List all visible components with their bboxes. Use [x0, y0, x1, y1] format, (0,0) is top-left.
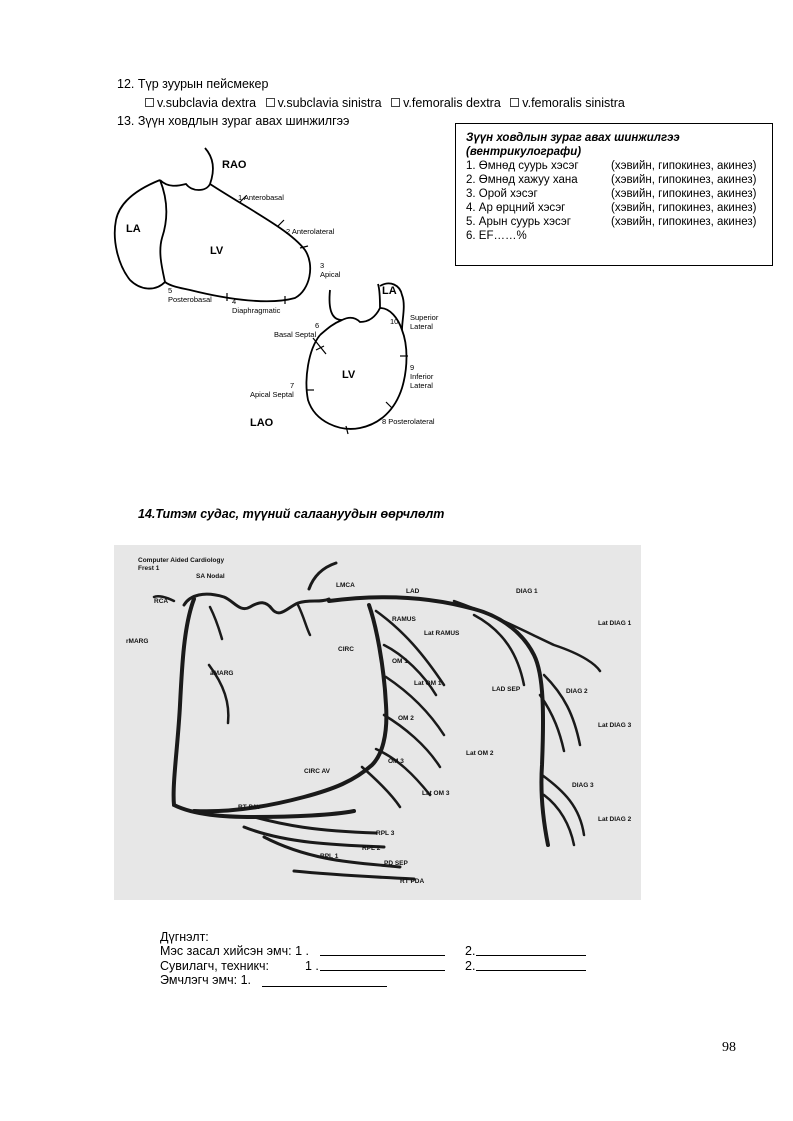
- seg10-label2: Lateral: [410, 322, 433, 331]
- seg9-num: 9: [410, 363, 415, 372]
- q13-title: 13. Зүүн ховдлын зураг авах шинжилгээ: [117, 114, 350, 128]
- lao-lv-outline: [307, 308, 407, 429]
- box-row-value: (хэвийн, гипокинез, акинез): [611, 188, 757, 200]
- branch: [474, 615, 524, 685]
- header1-label: Computer Aided Cardiology: [138, 557, 225, 564]
- om3-label: OM 3: [388, 758, 404, 765]
- lao-aorta: [330, 284, 381, 322]
- checkbox-icon[interactable]: [266, 98, 275, 107]
- rca-label: RCA: [154, 598, 169, 605]
- seg9-label1: Inferior: [410, 372, 434, 381]
- circ-av-label: CIRC AV: [304, 768, 330, 775]
- nurse-line-1[interactable]: [320, 970, 445, 971]
- seg6-label: Basal Septal: [274, 330, 317, 339]
- lao-la-label: LA: [382, 285, 397, 297]
- branch: [362, 767, 400, 807]
- amarg-label: aMARG: [210, 670, 234, 677]
- checkbox-icon[interactable]: [510, 98, 519, 107]
- rpl3-label: RPL 3: [376, 830, 395, 837]
- seg8-label: 8 Posterolateral: [382, 417, 435, 426]
- rpl1-label: RPL 1: [320, 853, 339, 860]
- option-subclavia-sinistra[interactable]: v.subclavia sinistra: [266, 96, 382, 110]
- seg-tick: [386, 402, 392, 408]
- seg5-num: 5: [168, 286, 173, 295]
- seg6-num: 6: [315, 321, 320, 330]
- nurse-1-label: 1 .: [305, 959, 319, 973]
- attending-label: Эмчлэгч эмч: 1.: [160, 973, 252, 987]
- lao-septum: [320, 320, 342, 335]
- box-title-1: Зүүн ховдлын зураг авах шинжилгээ: [466, 132, 680, 144]
- rt-pda-label: RT PDA: [400, 878, 425, 885]
- box-row-label: 5. Арын суурь хэсэг: [466, 216, 571, 228]
- box-row-label: 1. Өмнөд суурь хэсэг: [466, 160, 579, 172]
- attending-line[interactable]: [262, 986, 387, 987]
- nurse-line-2[interactable]: [476, 970, 586, 971]
- box-row-value: (хэвийн, гипокинез, акинез): [611, 202, 757, 214]
- conclusion-label: Дүгнэлт:: [160, 930, 209, 944]
- lat-om1-label: Lat OM 1: [414, 680, 442, 687]
- lao-lv-label: LV: [342, 369, 356, 381]
- rt-pav-label: RT PAV: [238, 804, 261, 811]
- branch: [210, 607, 222, 639]
- lat-diag1-label: Lat DIAG 1: [598, 620, 632, 627]
- sa-nodal-label: SA Nodal: [196, 573, 225, 580]
- box-row-value: (хэвийн, гипокинез, акинез): [611, 160, 757, 172]
- lat-ramus-label: Lat RAMUS: [424, 630, 460, 637]
- seg3-label: Apical: [320, 270, 341, 279]
- lv-label: LV: [210, 245, 224, 257]
- diag2-label: DIAG 2: [566, 688, 588, 695]
- surgeon-line-1[interactable]: [320, 955, 445, 956]
- option-femoralis-dextra[interactable]: v.femoralis dextra: [391, 96, 501, 110]
- surgeon-line-2[interactable]: [476, 955, 586, 956]
- branch: [384, 645, 436, 695]
- om2-label: OM 2: [398, 715, 414, 722]
- seg10-label1: Superior: [410, 313, 439, 322]
- coronary-diagram-scan: [114, 545, 641, 900]
- lmca-vessel: [309, 563, 336, 589]
- q12-title: 12. Түр зуурын пейсмекер: [117, 77, 269, 91]
- seg4-num: 4: [232, 297, 237, 306]
- ventriculogram-diagram: [110, 140, 455, 440]
- rpl2-label: RPL 2: [362, 845, 381, 852]
- box-row-value: (хэвийн, гипокинез, акинез): [611, 174, 757, 186]
- box-row-label: 3. Орой хэсэг: [466, 188, 538, 200]
- coronary-tree: [114, 545, 641, 900]
- seg1-label: 1 Anterobasal: [238, 193, 284, 202]
- seg7-label: Apical Septal: [250, 390, 294, 399]
- box-title-2: (вентрикулографи): [466, 146, 582, 158]
- checkbox-icon[interactable]: [145, 98, 154, 107]
- seg3-num: 3: [320, 261, 325, 270]
- seg-tick: [278, 220, 284, 226]
- aorta-outline: [184, 594, 329, 613]
- lao-label: LAO: [250, 417, 274, 429]
- checkbox-icon[interactable]: [391, 98, 400, 107]
- lmca-label: LMCA: [336, 582, 355, 589]
- rpl-vessels: [244, 817, 414, 879]
- seg5-label: Posterobasal: [168, 295, 212, 304]
- circ-vessel: [194, 605, 386, 811]
- om1-label: OM 1: [392, 658, 408, 665]
- pd-sep-label: PD SEP: [384, 860, 408, 867]
- nurse-label: Сувилагч, техникч:: [160, 959, 270, 973]
- option-subclavia-dextra[interactable]: v.subclavia dextra: [145, 96, 256, 110]
- rao-septum: [160, 180, 166, 282]
- lat-diag2-label: Lat DIAG 3: [598, 722, 632, 729]
- q14-title: 14.Титэм судас, түүний салаануудын өөрчлөлт: [138, 507, 445, 521]
- ramus-label: RAMUS: [392, 616, 416, 623]
- lat-om3-label: Lat OM 3: [422, 790, 450, 797]
- seg-tick: [346, 426, 348, 434]
- surgeon-label: Мэс засал хийсэн эмч: 1 .: [160, 944, 309, 958]
- rca-vessel: [174, 599, 354, 817]
- option-femoralis-sinistra[interactable]: v.femoralis sinistra: [510, 96, 625, 110]
- diag3-label: DIAG 3: [572, 782, 594, 789]
- header2-label: Frest 1: [138, 565, 160, 572]
- q12-options: [145, 96, 631, 111]
- page-number: 98: [722, 1040, 736, 1055]
- seg2-label: 2 Anterolateral: [286, 227, 335, 236]
- branch: [298, 605, 310, 635]
- rao-label: RAO: [222, 159, 247, 171]
- seg9-label2: Lateral: [410, 381, 433, 390]
- surgeon-2-label: 2.: [465, 944, 476, 958]
- seg4-label: Diaphragmatic: [232, 306, 281, 315]
- seg7-num: 7: [290, 381, 295, 390]
- box-row-label: 4. Ар өрцний хэсэг: [466, 202, 566, 214]
- lat-om2-label: Lat OM 2: [466, 750, 494, 757]
- circ-label: CIRC: [338, 646, 354, 653]
- la-label: LA: [126, 223, 141, 235]
- lad-label: LAD: [406, 588, 420, 595]
- rmarg-label: rMARG: [126, 638, 149, 645]
- box-row-label: 2. Өмнөд хажуу хана: [466, 174, 578, 186]
- box-ef: 6. EF……%: [466, 230, 527, 242]
- box-row-value: (хэвийн, гипокинез, акинез): [611, 216, 757, 228]
- lad-sep-label: LAD SEP: [492, 686, 521, 693]
- ventriculography-box: [455, 123, 773, 266]
- seg-tick: [313, 338, 326, 354]
- lat-diag3-label: Lat DIAG 2: [598, 816, 632, 823]
- nurse-2-label: 2.: [465, 959, 476, 973]
- diag1-label: DIAG 1: [516, 588, 538, 595]
- seg10-num: 10: [390, 317, 399, 326]
- rao-aorta: [160, 148, 213, 190]
